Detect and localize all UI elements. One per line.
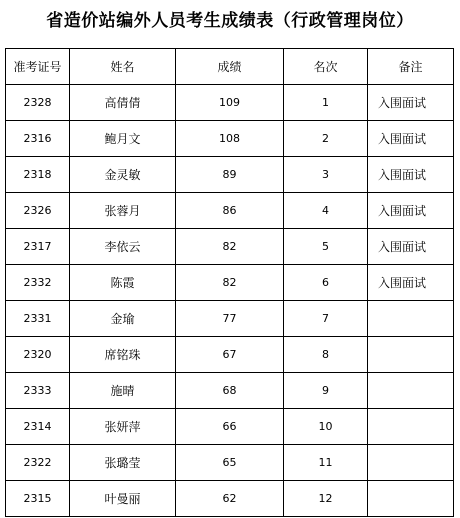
cell-name: 席铭珠 <box>70 337 176 373</box>
table-row <box>6 85 454 121</box>
header-score: 成绩 <box>176 49 284 85</box>
cell-exam-id: 2328 <box>6 85 70 121</box>
cell-rank: 10 <box>284 409 368 445</box>
cell-rank: 9 <box>284 373 368 409</box>
cell-name: 张蓉月 <box>70 193 176 229</box>
cell-rank: 5 <box>284 229 368 265</box>
header-note: 备注 <box>368 49 454 85</box>
cell-exam-id: 2326 <box>6 193 70 229</box>
cell-score: 89 <box>176 157 284 193</box>
cell-exam-id: 2320 <box>6 337 70 373</box>
cell-name: 金瑜 <box>70 301 176 337</box>
cell-note <box>368 373 454 409</box>
cell-exam-id: 2318 <box>6 157 70 193</box>
cell-exam-id: 2331 <box>6 301 70 337</box>
cell-score: 68 <box>176 373 284 409</box>
header-exam-id: 准考证号 <box>6 49 70 85</box>
cell-note <box>368 445 454 481</box>
cell-exam-id: 2317 <box>6 229 70 265</box>
header-name: 姓名 <box>70 49 176 85</box>
cell-rank: 3 <box>284 157 368 193</box>
cell-exam-id: 2314 <box>6 409 70 445</box>
cell-score: 62 <box>176 481 284 517</box>
cell-note: 入围面试 <box>368 229 454 265</box>
cell-rank: 11 <box>284 445 368 481</box>
cell-note <box>368 481 454 517</box>
table-row <box>6 409 454 445</box>
cell-score: 77 <box>176 301 284 337</box>
cell-score: 82 <box>176 229 284 265</box>
cell-name: 叶曼丽 <box>70 481 176 517</box>
cell-note: 入围面试 <box>368 193 454 229</box>
cell-name: 陈霞 <box>70 265 176 301</box>
cell-name: 张璐莹 <box>70 445 176 481</box>
results-table <box>5 48 454 517</box>
table-row <box>6 337 454 373</box>
cell-score: 65 <box>176 445 284 481</box>
cell-rank: 1 <box>284 85 368 121</box>
table-row <box>6 193 454 229</box>
cell-score: 86 <box>176 193 284 229</box>
cell-score: 82 <box>176 265 284 301</box>
table-header-row <box>6 49 454 85</box>
cell-note <box>368 409 454 445</box>
cell-note: 入围面试 <box>368 157 454 193</box>
cell-rank: 4 <box>284 193 368 229</box>
cell-note: 入围面试 <box>368 85 454 121</box>
cell-note <box>368 337 454 373</box>
table-row <box>6 301 454 337</box>
cell-rank: 2 <box>284 121 368 157</box>
cell-note: 入围面试 <box>368 265 454 301</box>
cell-rank: 12 <box>284 481 368 517</box>
cell-score: 109 <box>176 85 284 121</box>
table-row <box>6 445 454 481</box>
document-title: 省造价站编外人员考生成绩表（行政管理岗位） <box>46 11 414 31</box>
table-row <box>6 229 454 265</box>
cell-exam-id: 2322 <box>6 445 70 481</box>
header-rank: 名次 <box>284 49 368 85</box>
cell-rank: 8 <box>284 337 368 373</box>
cell-score: 67 <box>176 337 284 373</box>
cell-name: 金灵敏 <box>70 157 176 193</box>
cell-rank: 6 <box>284 265 368 301</box>
cell-name: 高倩倩 <box>70 85 176 121</box>
table-row <box>6 373 454 409</box>
table-row <box>6 481 454 517</box>
cell-score: 66 <box>176 409 284 445</box>
cell-note <box>368 301 454 337</box>
cell-name: 施晴 <box>70 373 176 409</box>
cell-rank: 7 <box>284 301 368 337</box>
cell-exam-id: 2332 <box>6 265 70 301</box>
cell-note: 入围面试 <box>368 121 454 157</box>
cell-exam-id: 2316 <box>6 121 70 157</box>
cell-exam-id: 2315 <box>6 481 70 517</box>
cell-score: 108 <box>176 121 284 157</box>
cell-name: 鲍月文 <box>70 121 176 157</box>
cell-name: 张妍萍 <box>70 409 176 445</box>
cell-exam-id: 2333 <box>6 373 70 409</box>
table-row <box>6 121 454 157</box>
table-row <box>6 265 454 301</box>
table-row <box>6 157 454 193</box>
cell-name: 李依云 <box>70 229 176 265</box>
